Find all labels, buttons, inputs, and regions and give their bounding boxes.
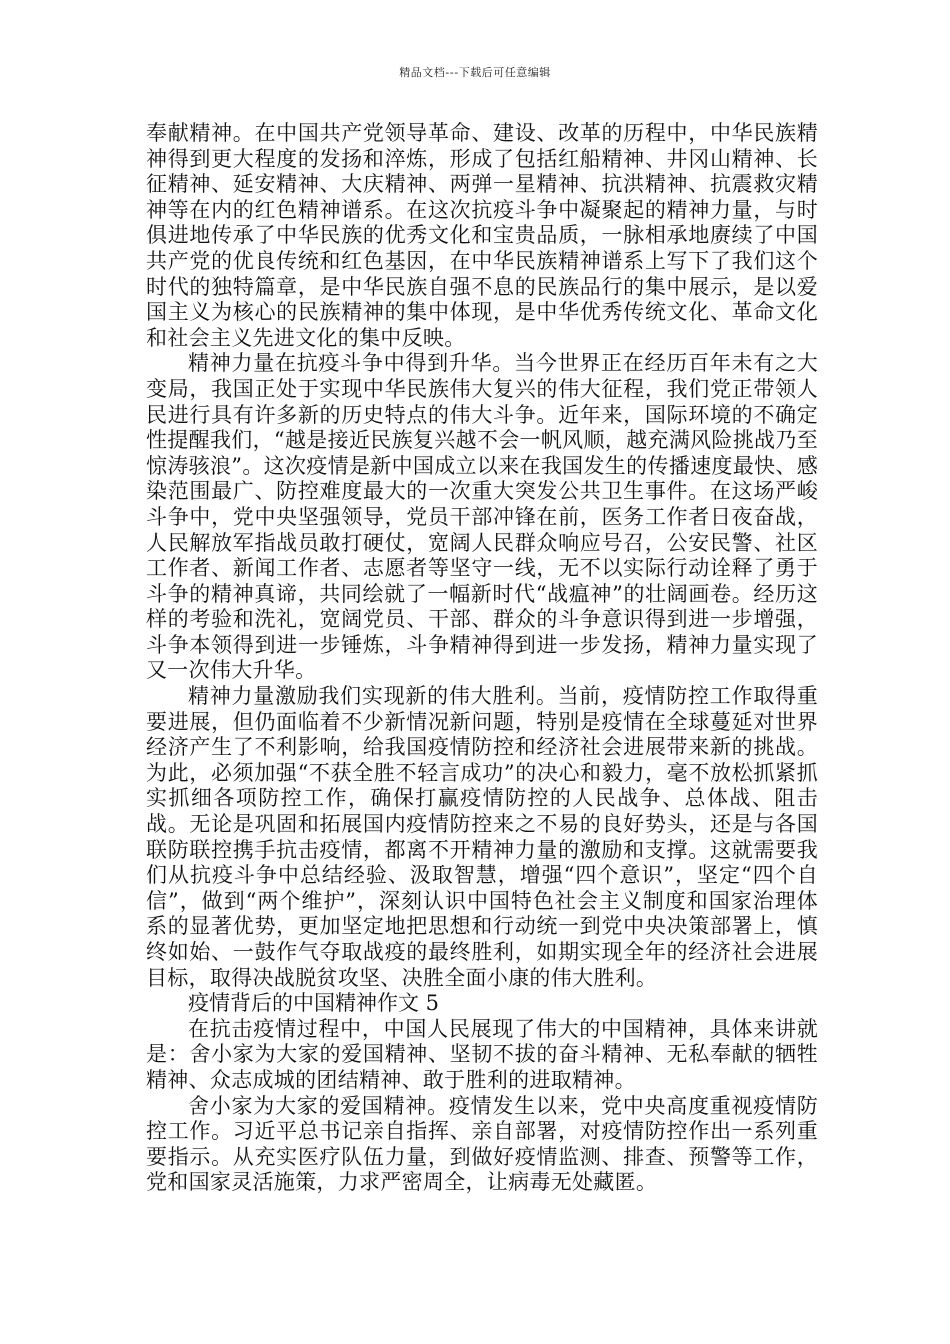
paragraph-patriotic-spirit: 舍小家为大家的爱国精神。疫情发生以来，党中央高度重视疫情防控工作。习近平总书记亲自指挥、亲自部署，对疫情防控作出一系列重要指示。从充实医疗队伍力量，到做好疫情监测、排查、预警等工作，党和国家灵活施策，力求严密周全，让病毒无处藏匿。 <box>146 1093 818 1195</box>
page-header: 精品文档---下载后可任意编辑 <box>399 66 551 79</box>
document-body <box>146 121 818 1196</box>
paragraph-spirit-inspires-victory: 精神力量激励我们实现新的伟大胜利。当前，疫情防控工作取得重要进展，但仍面临着不少新情况新问题，特别是疫情在全球蔓延对世界经济产生了不利影响，给我国疫情防控和经济社会进展带来新的挑战。为此，必须加强“不获全胜不轻言成功”的决心和毅力，毫不放松抓紧抓实抓细各项防控工作，确保打赢疫情防控的人民战争、总体战、阻击战。无论是巩固和拓展国内疫情防控来之不易的良好势头，还是与各国联防联控携手抗击疫情，都离不开精神力量的激励和支撑。这就需要我们从抗疫斗争中总结经验、汲取智慧，增强“四个意识”，坚定“四个自信”，做到“两个维护”，深刻认识中国特色社会主义制度和国家治理体系的显著优势，更加坚定地把思想和行动统一到党中央决策部署上，慎终如始、一鼓作气夺取战疫的最终胜利，如期实现全年的经济社会进展目标，取得决战脱贫攻坚、决胜全面小康的伟大胜利。 <box>146 684 818 990</box>
paragraph-red-spirit-lineage: 奉献精神。在中国共产党领导革命、建设、改革的历程中，中华民族精神得到更大程度的发扬和淬炼，形成了包括红船精神、井冈山精神、长征精神、延安精神、大庆精神、两弹一星精神、抗洪精神、抗震救灾精神等在内的红色精神谱系。在这次抗疫斗争中凝聚起的精神力量，与时俱进地传承了中华民族的优秀文化和宝贵品质，一脉相承地赓续了中国共产党的优良传统和红色基因，在中华民族精神谱系上写下了我们这个时代的独特篇章，是中华民族自强不息的民族品行的集中展示，是以爱国主义为核心的民族精神的集中体现，是中华优秀传统文化、革命文化和社会主义先进文化的集中反映。 <box>146 121 818 350</box>
paragraph-china-spirit-intro: 在抗击疫情过程中，中国人民展现了伟大的中国精神，具体来讲就是：舍小家为大家的爱国精神、坚韧不拔的奋斗精神、无私奉献的牺牲精神、众志成城的团结精神、敢于胜利的进取精神。 <box>146 1016 818 1092</box>
paragraph-spirit-sublimation: 精神力量在抗疫斗争中得到升华。当今世界正在经历百年未有之大变局，我国正处于实现中华民族伟大复兴的伟大征程，我们党正带领人民进行具有许多新的历史特点的伟大斗争。近年来，国际环境的不确定性提醒我们，“越是接近民族复兴越不会一帆风顺，越充满风险挑战乃至惊涛骇浪”。这次疫情是新中国成立以来在我国发生的传播速度最快、感染范围最广、防控难度最大的一次重大突发公共卫生事件。在这场严峻斗争中，党中央坚强领导，党员干部冲锋在前，医务工作者日夜奋战，人民解放军指战员敢打硬仗，宽阔人民群众响应号召，公安民警、社区工作者、新闻工作者、志愿者等坚守一线，无不以实际行动诠释了勇于斗争的精神真谛，共同绘就了一幅新时代“战瘟神”的壮阔画卷。经历这样的考验和洗礼，宽阔党员、干部、群众的斗争意识得到进一步增强，斗争本领得到进一步锤炼，斗争精神得到进一步发扬，精神力量实现了又一次伟大升华。 <box>146 351 818 683</box>
essay-heading: 疫情背后的中国精神作文 5 <box>188 991 440 1016</box>
